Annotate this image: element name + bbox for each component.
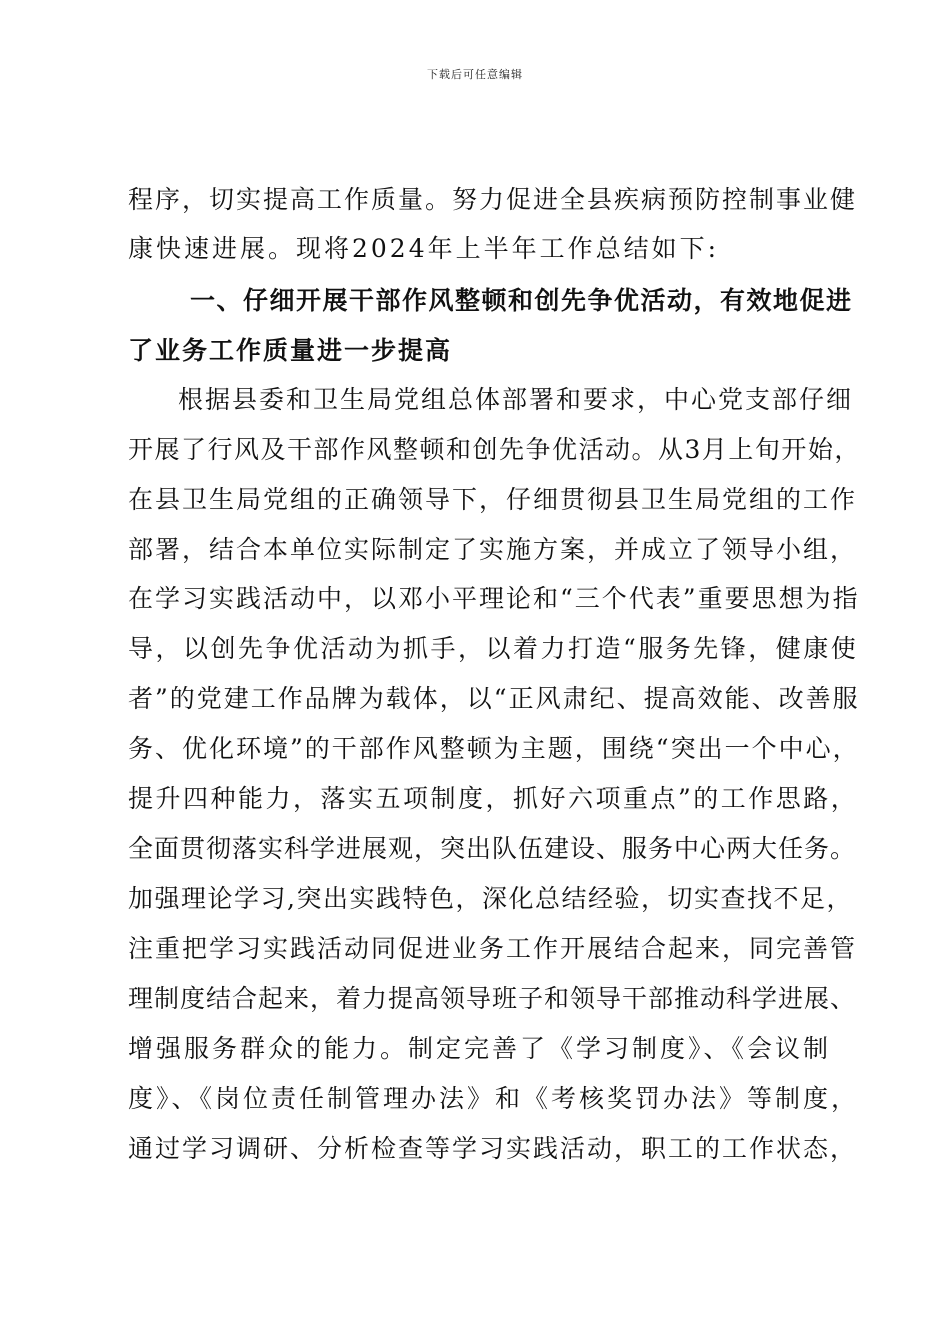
body-line-13: 提升四种能力，落实五项制度，抓好六项重点”的工作思路， (128, 784, 859, 813)
body-line-1: 程序，切实提高工作质量。努力促进全县疾病预防控制事业健 (128, 185, 858, 214)
body-line-5: 根据县委和卫生局党组总体部署和要求，中心党支部仔细 (178, 385, 854, 414)
page-header: 下载后可任意编辑 (427, 68, 523, 81)
body-line-6: 开展了行风及干部作风整顿和创先争优活动。从3月上旬开始， (128, 435, 861, 464)
body-line-18: 增强服务群众的能力。制定完善了《学习制度》、《会议制 (128, 1034, 832, 1063)
body-line-11: 者”的党建工作品牌为载体，以“正风肃纪、提高效能、改善服 (128, 684, 860, 713)
body-line-19: 度》、《岗位责任制管理办法》和《考核奖罚办法》等制度， (128, 1084, 860, 1113)
body-line-8: 部署，结合本单位实际制定了实施方案，并成立了领导小组， (128, 535, 858, 564)
body-line-7: 在县卫生局党组的正确领导下，仔细贯彻县卫生局党组的工作 (128, 485, 858, 514)
body-line-16: 注重把学习实践活动同促进业务工作开展结合起来，同完善管 (128, 934, 858, 963)
body-line-17: 理制度结合起来，着力提高领导班子和领导干部推动科学进展、 (128, 984, 857, 1013)
body-line-10: 导，以创先争优活动为抓手，以着力打造“服务先锋，健康使 (128, 634, 859, 663)
section-heading-line-2: 了业务工作质量进一步提高 (128, 336, 453, 365)
body-line-2: 康快速进展。现将2024年上半年工作总结如下: (128, 234, 720, 263)
body-line-14: 全面贯彻落实科学进展观，突出队伍建设、服务中心两大任务。 (128, 834, 857, 863)
body-line-9: 在学习实践活动中，以邓小平理论和“三个代表”重要思想为指 (128, 584, 860, 613)
body-line-20: 通过学习调研、分析检查等学习实践活动，职工的工作状态， (128, 1134, 858, 1163)
body-line-15: 加强理论学习,突出实践特色，深化总结经验，切实查找不足， (128, 884, 853, 913)
body-line-12: 务、优化环境”的干部作风整顿为主题，围绕“突出一个中心， (128, 734, 860, 763)
section-heading-line-1: 一、仔细开展干部作风整顿和创先争优活动，有效地促进 (190, 286, 853, 315)
